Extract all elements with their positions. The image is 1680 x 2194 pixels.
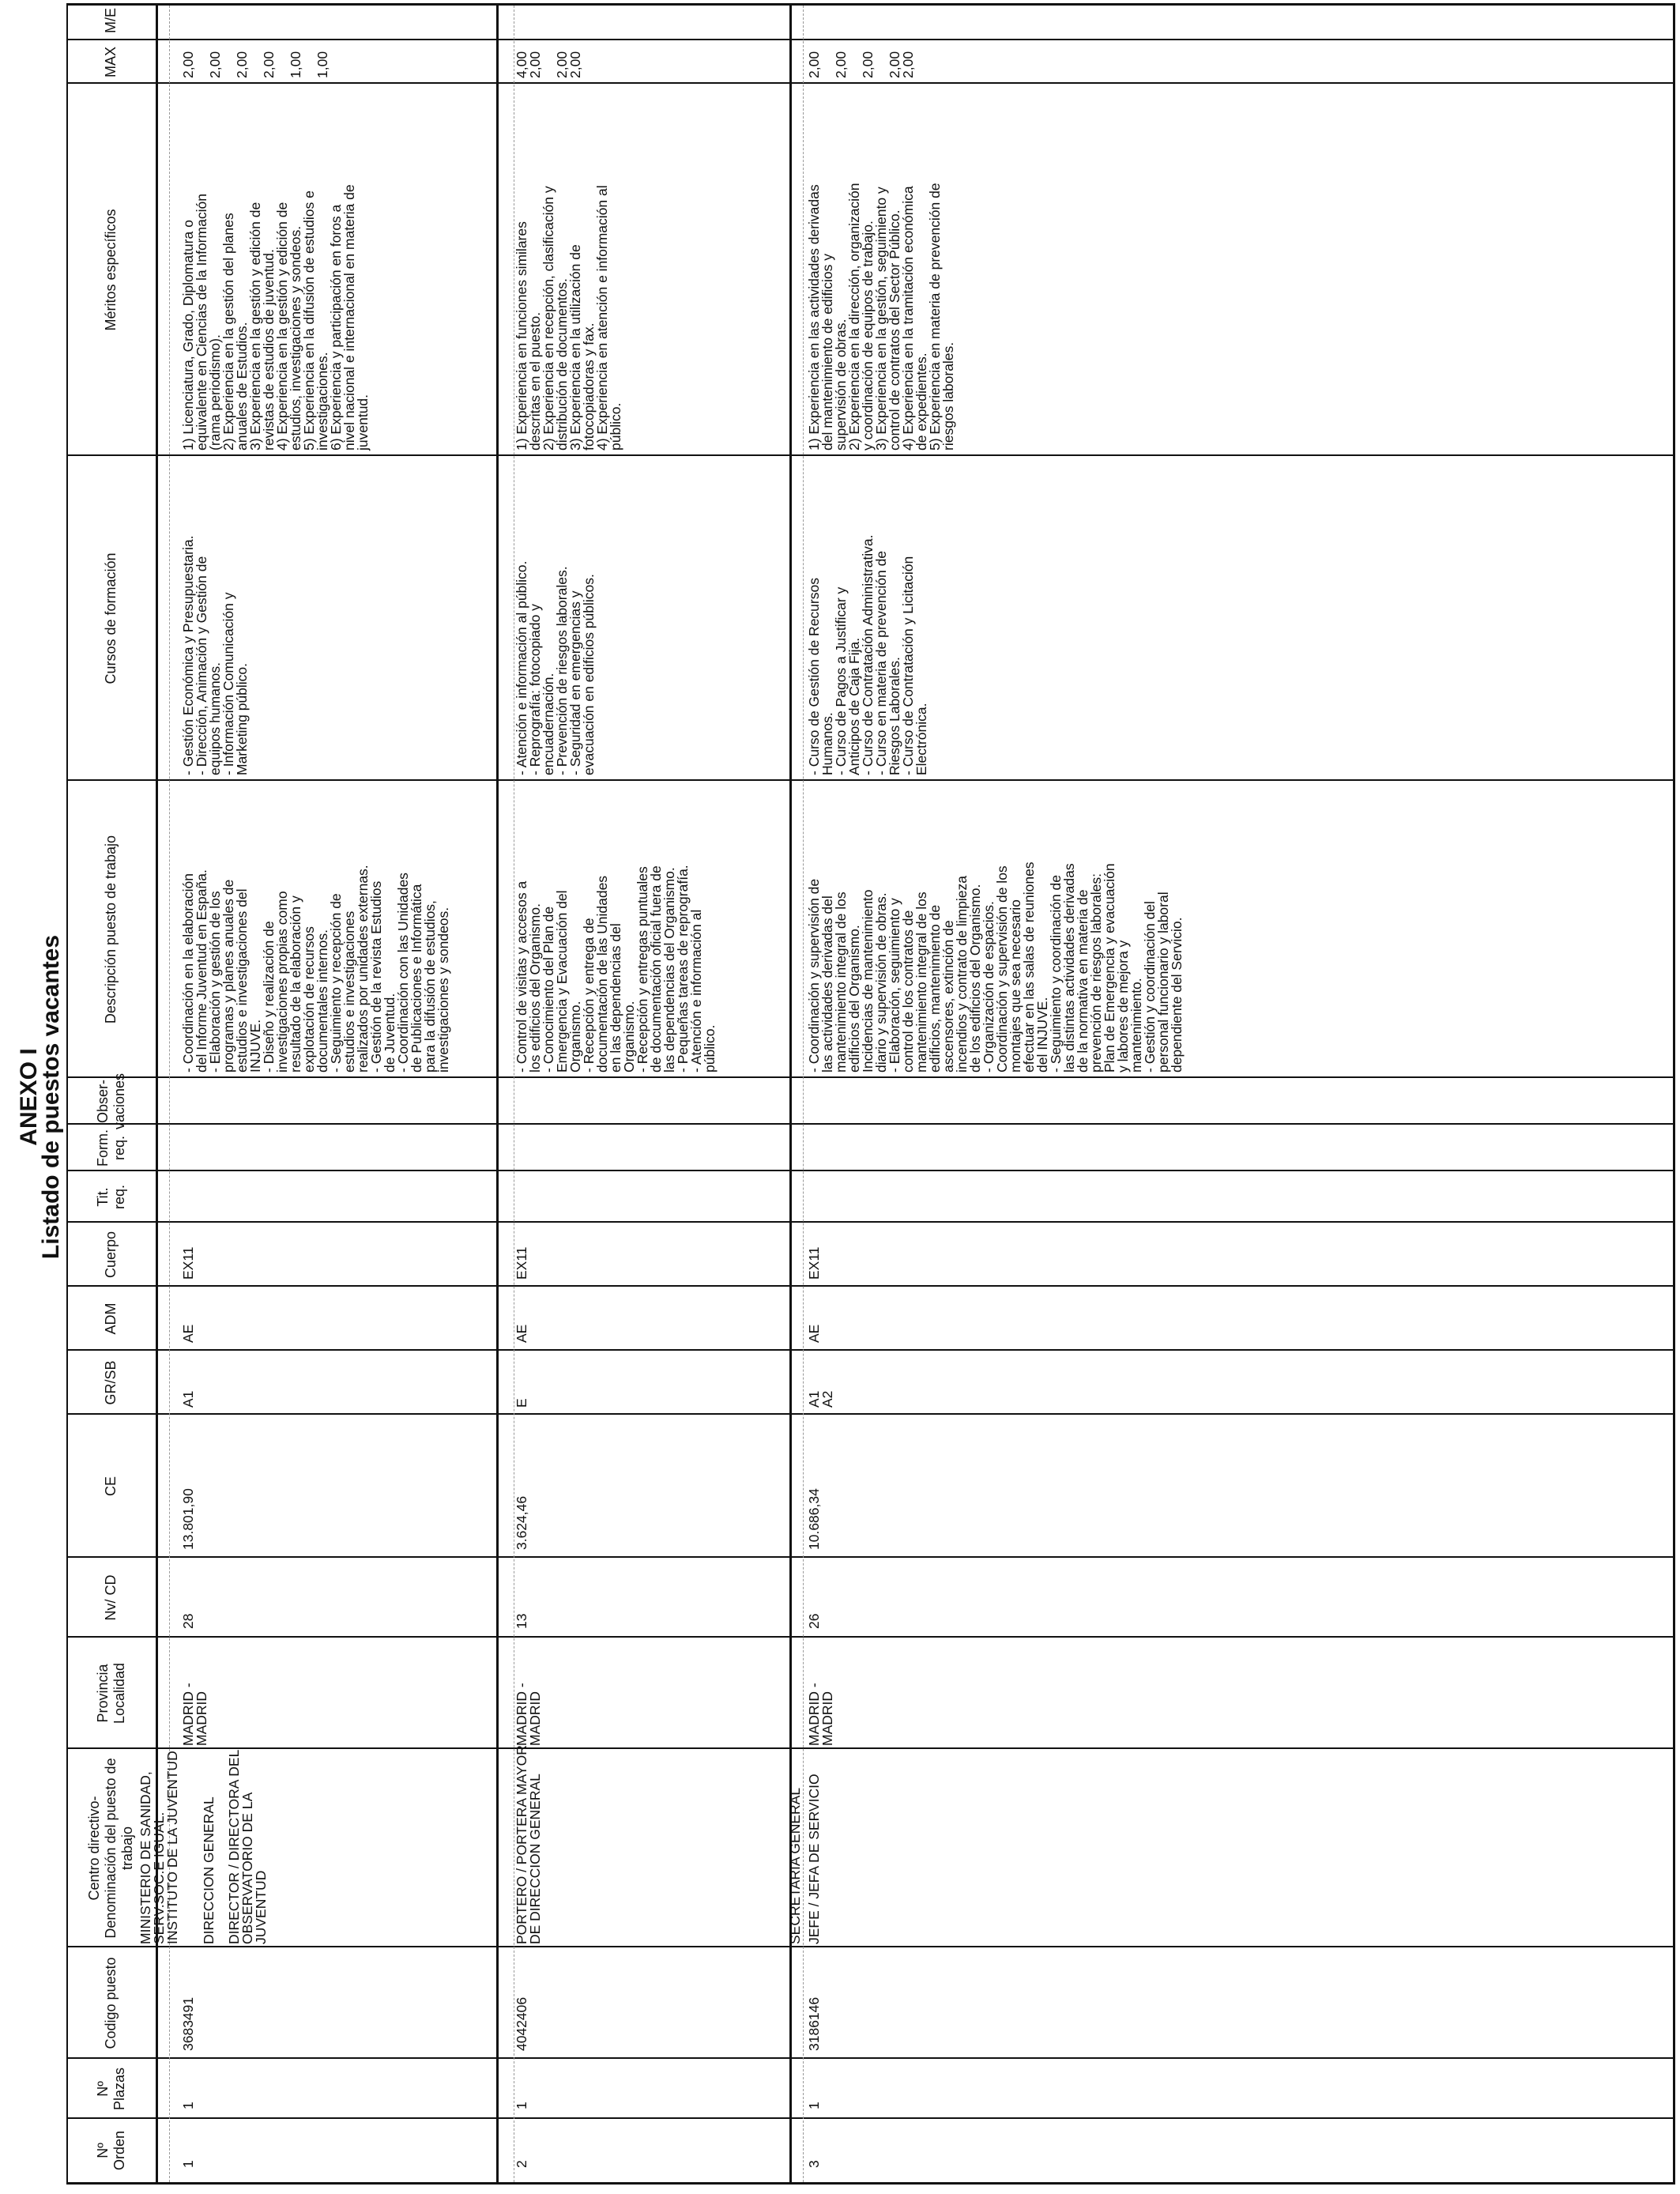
meritos-cell: 1) Experiencia en funciones similares descritas en el puesto. 2) Experiencia en recepción, clasificación y distribución de documentos. 3) Experiencia en la utilización de fotocopiadoras y fax. 4) Experiencia en atención e información al público. <box>514 185 623 450</box>
adm-cell: AE <box>806 1324 822 1343</box>
puesto-cell: PORTERO / PORTERA MAYOR DE DIRECCION GENERAL <box>514 1745 543 1944</box>
ce-cell: 13.801,90 <box>180 1488 196 1550</box>
header-provincia: Provincia Localidad <box>94 1662 127 1725</box>
orden-cell: 2 <box>514 2160 529 2168</box>
header-me: M/E <box>103 8 119 34</box>
cuerpo-cell: EX11 <box>806 1246 822 1280</box>
descripcion-cell: - Coordinación en la elaboración del Informe Juventud en España. - Elaboración y gestión de los programas y planes anuales de estudios e investigaciones del INJUVE. - Diseño y realización de investigaciones propias como resultado de la elaboración y explotación de recursos documentales internos. - Seguimiento y recepción de estudios e investigaciones realizados por unidades externas. - Gestión de la revista Estudios de Juventud. - Coordinación con las Unidades de Publicaciones e Informática para la difusión de estudios, investigaciones y sondeos. <box>180 865 451 1072</box>
ce-cell: 10.686,34 <box>806 1488 822 1550</box>
meritos-cell: 1) Experiencia en las actividades derivadas del mantenimiento de edificios y supervisión de obras. 2) Experiencia en la dirección, organización y coordinación de equipos de trabajo. 3) Experiencia en la gestión, seguimiento y control de contratos del Sector Público. 4) Experiencia en la tramitación económica de expedientes. 5) Experiencia en materia de prevención de riesgos laborales. <box>806 183 956 450</box>
header-cuerpo: Cuerpo <box>103 1231 119 1279</box>
provincia-cell: MADRID - MADRID <box>806 1683 835 1746</box>
cuerpo-cell: EX11 <box>180 1246 196 1280</box>
adm-cell: AE <box>180 1324 196 1343</box>
plazas-cell: 1 <box>180 2102 196 2109</box>
codigo-cell: 3683491 <box>180 1996 196 2051</box>
max-cell: 2,00 2,00 2,00 2,00 2,00 <box>806 51 916 78</box>
vacancies-table <box>66 3 1675 2185</box>
provincia-cell: MADRID - MADRID <box>180 1683 209 1746</box>
header-adm: ADM <box>103 1302 119 1335</box>
header-cursos: Cursos de formación <box>103 552 119 684</box>
header-meritos: Méritos específicos <box>103 209 119 331</box>
orden-cell: 3 <box>806 2160 822 2168</box>
max-cell: 2,00 2,00 2,00 2,00 1,00 1,00 <box>180 51 330 78</box>
unidad-label: DIRECCION GENERAL <box>201 1796 217 1944</box>
grupo-cell: E <box>514 1398 529 1408</box>
header-orden: Nº Orden <box>94 2130 127 2171</box>
header-centro: Centro directivo- Denominación del puesto de trabajo <box>86 1758 135 1939</box>
grupo-cell: A1 <box>180 1390 196 1408</box>
header-plazas: Nº Plazas <box>94 2067 127 2111</box>
codigo-cell: 4042406 <box>514 1996 529 2051</box>
ce-cell: 3.624,46 <box>514 1495 529 1550</box>
header-codigo: Codigo puesto <box>103 1957 119 2049</box>
header-observaciones: Obser- vaciones <box>94 1072 127 1130</box>
cursos-cell: - Gestión Económica y Presupuestaria. - Dirección, Animación y Gestión de equipos humanos. - Información Comunicación y Marketing público. <box>180 535 250 775</box>
header-grupo: GR/SB <box>103 1360 119 1405</box>
puesto-cell: DIRECTOR / DIRECTORA DEL OBSERVATORIO DE LA JUVENTUD <box>226 1749 269 1944</box>
page-subtitle: Listado de puestos vacantes <box>38 934 64 1260</box>
nivel-cell: 13 <box>514 1613 529 1629</box>
puesto-cell: JEFE / JEFA DE SERVICIO <box>806 1774 822 1944</box>
nivel-cell: 28 <box>180 1613 196 1629</box>
header-titulacion: Tit. req. <box>94 1184 127 1210</box>
nivel-cell: 26 <box>806 1613 822 1629</box>
header-formacion: Form. req. <box>94 1129 127 1167</box>
header-descripcion: Descripción puesto de trabajo <box>103 835 119 1024</box>
unidad-label: SECRETARIA GENERAL <box>787 1787 803 1944</box>
header-ce: CE <box>103 1476 119 1497</box>
provincia-cell: MADRID - MADRID <box>514 1683 543 1746</box>
cuerpo-cell: EX11 <box>514 1246 529 1280</box>
descripcion-cell: - Control de visitas y accesos a los edificios del Organismo. - Conocimiento del Plan de Emergencia y Evacuación del Organismo. - Recepción y entrega de documentación de las Unidades en las dependencias del Organismo. - Recepción y entregas puntuales de documentación oficial fuera de las dependencias del Organismo. - Pequeñas tareas de reprografía. - Atención e información al público. <box>514 865 718 1072</box>
plazas-cell: 1 <box>514 2102 529 2109</box>
adm-cell: AE <box>514 1324 529 1343</box>
plazas-cell: 1 <box>806 2102 822 2109</box>
cursos-cell: - Atención e información al público. - Reprografía: fotocopiado y encuadernación. - Prevención de riesgos laborales. - Seguridad en emergencias y evacuación en edificios públicos. <box>514 560 597 775</box>
orden-cell: 1 <box>180 2160 196 2168</box>
max-cell: 4,00 2,00 2,00 2,00 <box>514 51 583 78</box>
codigo-cell: 3186146 <box>806 1996 822 2051</box>
cursos-cell: - Curso de Gestión de Recursos Humanos. - Curso de Pagos a Justificar y Anticipos de Caja Fija. - Curso de Contratación Administrativa. - Curso en materia de prevención de Riesgos Laborales. - Curso de Contratación y Licitación Electrónica. <box>806 534 929 775</box>
descripcion-cell: - Coordinación y supervisión de las actividades derivadas del mantenimiento integral de los edificios del Organismo. Incidencias de mantenimiento diario y supervisión de obras. - Elaboración, seguimiento y control de los contratos de mantenimiento integral de los edificios, mantenimiento de ascensores, extinción de incendios y contrato de limpieza de los edificios del Organismo. - Organización de espacios. Coordinación y supervisión de los montajes que sea necesario efectuar en las salas de reuniones del INJUVE. - Seguimiento y coordinación de las distintas actividades derivadas de la normativa en materia de prevención de riesgos laborales: Plan de Emergencia y evacuación y labores de mejora y mantenimiento. - Gestión y coordinación del personal funcionario y laboral dependiente del Servicio. <box>806 861 1185 1072</box>
header-nivel: Nv/ CD <box>103 1574 119 1621</box>
grupo-cell: A1 A2 <box>806 1390 835 1408</box>
ministerio-label: MINISTERIO DE SANIDAD, SERV.SOC.E IGUAL. INSTITUTO DE LA JUVENTUD <box>137 1751 180 1944</box>
page-title: ANEXO I <box>16 1048 42 1146</box>
header-max: MAX <box>103 47 119 78</box>
meritos-cell: 1) Licenciatura, Grado, Diplomatura o equivalente en Ciencias de la Información (rama periodismo). 2) Experiencia en la gestión del planes anuales de Estudios. 3) Experiencia en la gestión y edición de revistas de estudios de juventud. 4) Experiencia en la gestión y edición de estudios, investigaciones y sondeos. 5) Experiencia en la difusión de estudios e investigaciones. 6) Experiencia y participación en foros a nivel nacional e internacional en materia de juventud. <box>180 184 371 450</box>
